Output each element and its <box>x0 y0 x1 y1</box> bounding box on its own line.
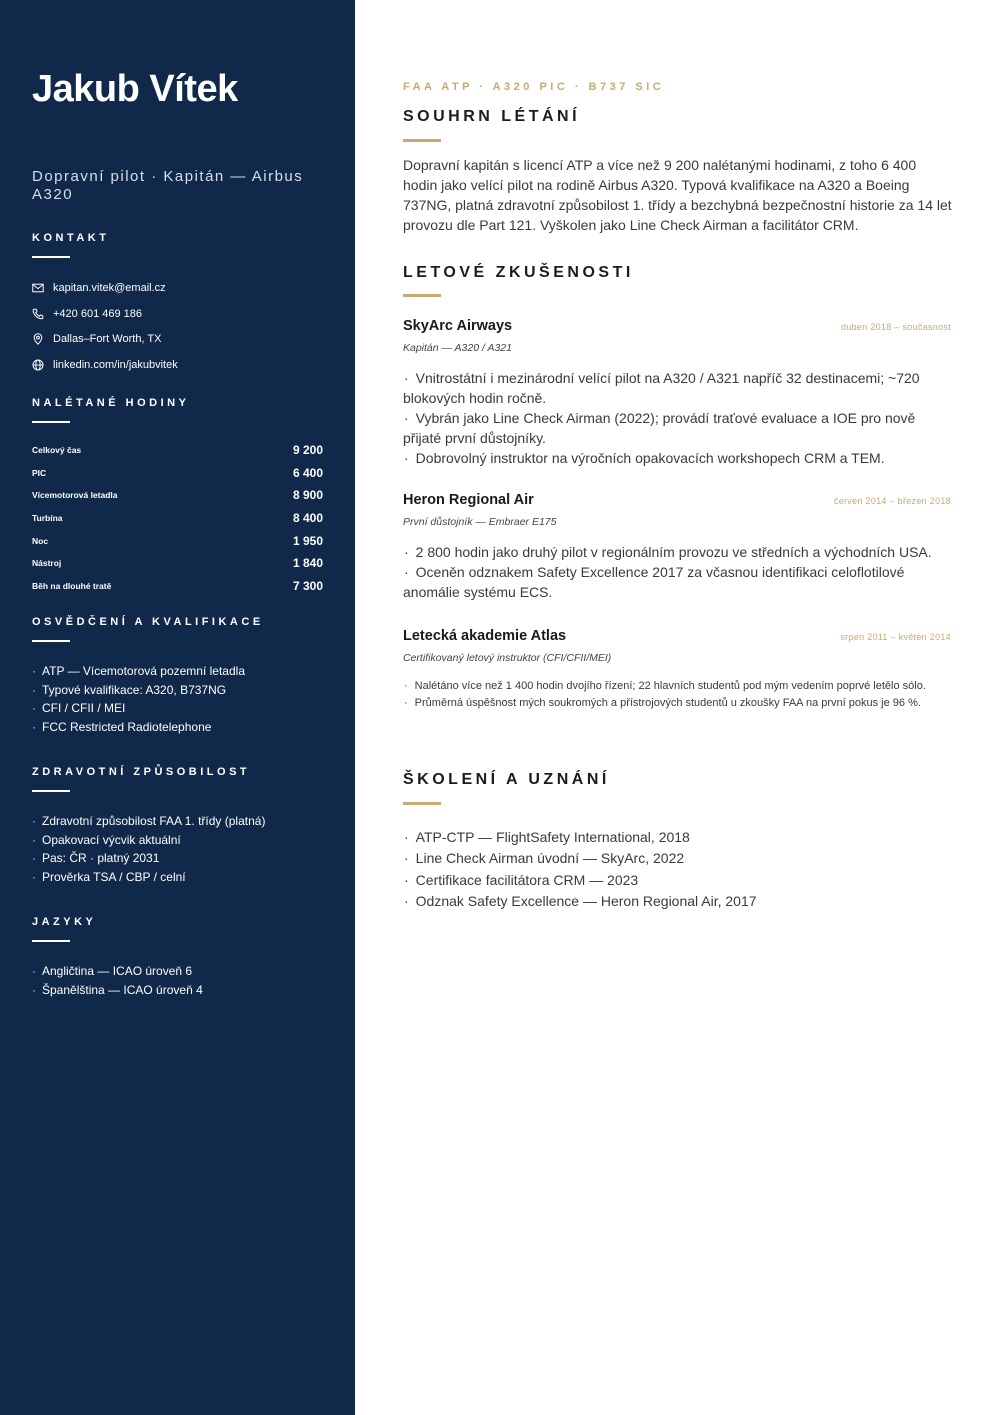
list-item: · CFI / CFII / MEI <box>32 699 323 718</box>
job-bullets <box>403 368 951 468</box>
hours-value: 8 900 <box>292 488 323 503</box>
medical-section <box>32 766 323 887</box>
job-subtitle: Dopravní pilot · Kapitán — Airbus A320 <box>32 168 304 203</box>
contact-phone[interactable] <box>32 301 323 327</box>
list-item: · Odznak Safety Excellence — Heron Regional Air, 2017 <box>403 891 757 912</box>
hours-value: 8 400 <box>292 511 323 526</box>
job-entry <box>403 492 951 602</box>
list-item: · ATP-CTP — FlightSafety International, 2018 <box>403 827 757 848</box>
hours-row <box>32 507 323 530</box>
job-dates: červen 2014 – březen 2018 <box>833 496 951 506</box>
list-item: · ATP — Vícemotorová pozemní letadla <box>32 662 323 681</box>
languages-section <box>32 916 323 999</box>
summary-text: Dopravní kapitán s licencí ATP a více než 9 200 nalétanými hodinami, z toho 6 400 hodin jako velící pilot na rodině Airbus A320. Typová kvalifikace na A320 a Boeing 737NG, platná zdravotní způsobilost 1. třídy a bezchybná bezpečnostní historie za 14 let provozu dle Part 121. Vyškolen jako Line Check Airman a facilitátor CRM. <box>403 157 952 233</box>
list-item: · Zdravotní způsobilost FAA 1. třídy (platná) <box>32 812 323 831</box>
job-bullet: · Dobrovolný instruktor na výročních opakovacích workshopech CRM a TEM. <box>403 448 951 468</box>
job-dates: srpen 2011 – květen 2014 <box>840 632 951 642</box>
location-icon <box>32 333 44 345</box>
job-bullet: · 2 800 hodin jako druhý pilot v regionálním provozu ve středních a východních USA. <box>403 542 951 562</box>
list-item: · Španělština — ICAO úroveň 4 <box>32 981 323 1000</box>
list-item: · Prověrka TSA / CBP / celní <box>32 868 323 887</box>
credentials-tagline: FAA ATP · A320 PIC · B737 SIC <box>403 81 665 93</box>
mail-icon <box>32 282 44 294</box>
section-divider <box>403 294 441 297</box>
contact-email-text: kapitan.vitek@email.cz <box>53 281 166 294</box>
summary-heading: SOUHRN LÉTÁNÍ <box>403 108 581 125</box>
hours-heading: NALÉTANÉ HODINY <box>32 397 190 409</box>
medical-heading: ZDRAVOTNÍ ZPŮSOBILOST <box>32 766 251 778</box>
hours-label: Noc <box>32 535 49 546</box>
job-bullets <box>403 678 951 712</box>
section-divider <box>403 139 441 142</box>
hours-row <box>32 552 323 575</box>
hours-label: Turbína <box>32 513 63 524</box>
job-bullet: · Průměrná úspěšnost mých soukromých a přístrojových studentů u zkoušky FAA na první pokus je 96 %. <box>403 695 951 712</box>
section-divider <box>403 802 441 805</box>
certifications-heading: OSVĚDČENÍ A KVALIFIKACE <box>32 616 264 628</box>
job-entry <box>403 318 951 468</box>
job-role: První důstojník — Embraer E175 <box>403 516 557 528</box>
job-bullet: · Oceněn odznakem Safety Excellence 2017 za včasnou identifikaci celoflotilové anomálie systému ECS. <box>403 562 951 602</box>
job-bullet: · Vnitrostátní i mezinárodní velící pilot na A320 / A321 napříč 32 destinacemi; ~720 blokových hodin ročně. <box>403 368 951 408</box>
list-item: · Certifikace facilitátora CRM — 2023 <box>403 870 757 891</box>
languages-list <box>32 962 323 999</box>
experience-heading: LETOVÉ ZKUŠENOSTI <box>403 264 634 281</box>
section-divider <box>32 940 70 942</box>
list-item: · Opakovací výcvik aktuální <box>32 831 323 850</box>
hours-row <box>32 575 323 598</box>
hours-value: 7 300 <box>292 578 323 593</box>
sidebar <box>0 0 355 1415</box>
globe-icon <box>32 359 44 371</box>
list-item: · Typové kvalifikace: A320, B737NG <box>32 681 323 700</box>
section-divider <box>32 640 70 642</box>
contact-section <box>32 232 323 378</box>
hours-label: Nástroj <box>32 558 62 569</box>
hours-section <box>32 397 323 597</box>
job-company: Heron Regional Air <box>403 492 534 508</box>
hours-value: 9 200 <box>292 443 323 458</box>
languages-heading: JAZYKY <box>32 916 97 928</box>
candidate-name: Jakub Vítek <box>32 68 238 110</box>
hours-value: 6 400 <box>292 465 323 480</box>
medical-list <box>32 812 323 887</box>
contact-phone-text: +420 601 469 186 <box>53 307 143 320</box>
hours-row <box>32 462 323 485</box>
hours-row <box>32 484 323 507</box>
list-item: · Angličtina — ICAO úroveň 6 <box>32 962 323 981</box>
job-company: Letecká akademie Atlas <box>403 628 567 644</box>
certifications-list <box>32 662 323 737</box>
hours-label: Vícemotorová letadla <box>32 490 118 501</box>
job-entry <box>403 628 951 712</box>
job-role: Certifikovaný letový instruktor (CFI/CFII/MEI) <box>403 652 612 664</box>
job-bullet: · Vybrán jako Line Check Airman (2022); provádí traťové evaluace a IOE pro nově přijaté první důstojníky. <box>403 408 951 448</box>
certifications-section <box>32 616 323 737</box>
training-list <box>403 827 757 912</box>
job-bullets <box>403 542 951 602</box>
contact-location <box>32 326 323 352</box>
hours-table <box>32 439 323 597</box>
job-bullet: · Nalétáno více než 1 400 hodin dvojího řízení; 22 hlavních studentů pod mým vedením poprvé letělo sólo. <box>403 678 951 695</box>
list-item: · Line Check Airman úvodní — SkyArc, 2022 <box>403 848 757 869</box>
list-item: · Pas: ČR · platný 2031 <box>32 849 323 868</box>
hours-label: PIC <box>32 467 47 478</box>
hours-label: Běh na dlouhé tratě <box>32 580 112 591</box>
hours-value: 1 840 <box>292 556 323 571</box>
hours-row <box>32 529 323 552</box>
hours-row <box>32 439 323 462</box>
contact-email[interactable] <box>32 275 323 301</box>
hours-label: Celkový čas <box>32 445 82 456</box>
job-dates: duben 2018 – současnost <box>841 322 951 332</box>
training-heading: ŠKOLENÍ A UZNÁNÍ <box>403 771 610 788</box>
contact-linkedin[interactable] <box>32 352 323 378</box>
contact-list <box>32 275 323 378</box>
section-divider <box>32 421 70 423</box>
job-role: Kapitán — A320 / A321 <box>403 342 512 354</box>
job-company: SkyArc Airways <box>403 318 513 334</box>
list-item: · FCC Restricted Radiotelephone <box>32 718 323 737</box>
section-divider <box>32 256 70 258</box>
contact-linkedin-text: linkedin.com/in/jakubvitek <box>53 358 178 371</box>
phone-icon <box>32 308 44 320</box>
contact-location-text: Dallas–Fort Worth, TX <box>53 333 162 346</box>
section-divider <box>32 790 70 792</box>
contact-heading: KONTAKT <box>32 232 110 244</box>
hours-value: 1 950 <box>292 533 323 548</box>
